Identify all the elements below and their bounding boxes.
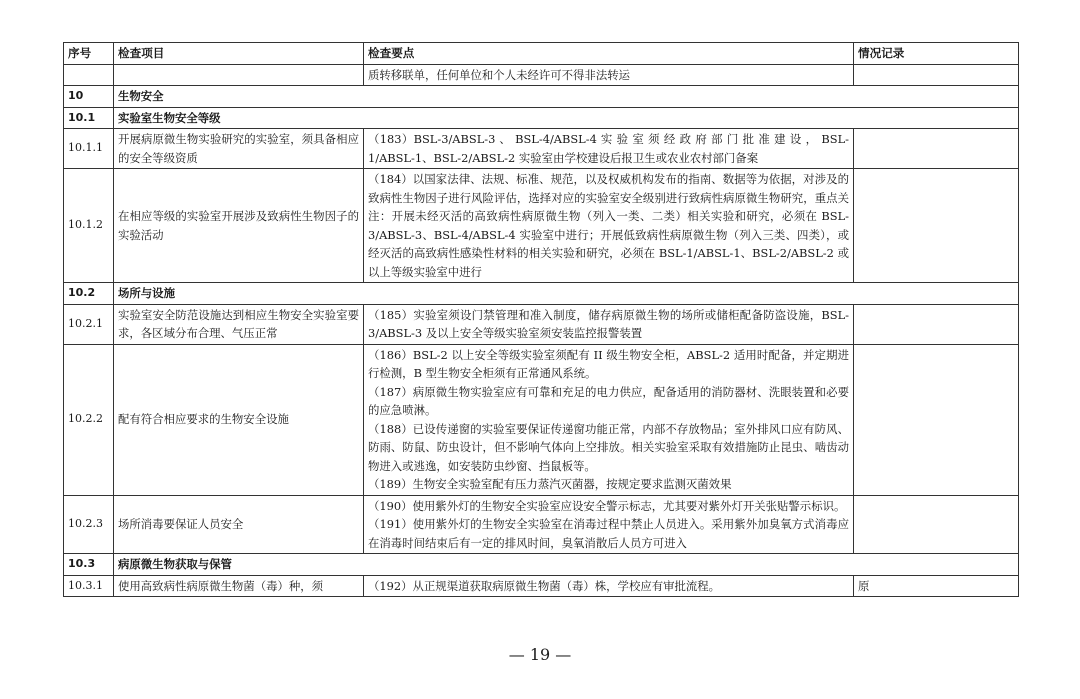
cell-points: （192）从正规渠道获取病原微生物菌（毒）株，学校应有审批流程。 (364, 575, 854, 597)
table-row-10-3-1 (64, 575, 1019, 597)
section-number: 10.2 (64, 283, 114, 305)
cell-item: 场所消毒要保证人员安全 (114, 495, 364, 554)
cell-no (64, 64, 114, 86)
cell-item: 在相应等级的实验室开展涉及致病性生物因子的实验活动 (114, 169, 364, 283)
cell-record (854, 169, 1019, 283)
table-row-10-2-3 (64, 495, 1019, 554)
section-number: 10 (64, 86, 114, 108)
cell-record (854, 64, 1019, 86)
section-number: 10.1 (64, 107, 114, 129)
cell-item: 开展病原微生物实验研究的实验室，须具备相应的安全等级资质 (114, 129, 364, 169)
section-row-10-1 (64, 107, 1019, 129)
header-record: 情况记录 (854, 43, 1019, 65)
cell-record: 原 (854, 575, 1019, 597)
cell-no: 10.2.1 (64, 304, 114, 344)
cell-points: 质转移联单，任何单位和个人未经许可不得非法转运 (364, 64, 854, 86)
header-no: 序号 (64, 43, 114, 65)
section-title: 生物安全 (114, 86, 1019, 108)
section-number: 10.3 (64, 554, 114, 576)
cell-no: 10.1.2 (64, 169, 114, 283)
section-title: 病原微生物获取与保管 (114, 554, 1019, 576)
header-item: 检查项目 (114, 43, 364, 65)
cell-record (854, 495, 1019, 554)
cell-points: （183）BSL-3/ABSL-3 、 BSL-4/ABSL-4 实 验 室 须 经 政 府 部 门 批 准 建 设 ， BSL-1/ABSL-1、BSL-2/ABSL-2 实验室由学校建设后报卫生或农业农村部门备案 (364, 129, 854, 169)
table-row-10-1-1 (64, 129, 1019, 169)
cell-no: 10.3.1 (64, 575, 114, 597)
section-row-10-2 (64, 283, 1019, 305)
header-points: 检查要点 (364, 43, 854, 65)
cell-item (114, 64, 364, 86)
table-row-10-2-1 (64, 304, 1019, 344)
section-row-10-3 (64, 554, 1019, 576)
table-row-10-1-2 (64, 169, 1019, 283)
cell-points: （190）使用紫外灯的生物安全实验室应设安全警示标志，尤其要对紫外灯开关张贴警示标识。 （191）使用紫外灯的生物安全实验室在消毒过程中禁止人员进入。采用紫外加臭氧方式消毒应在消毒时间结束后有一定的排风时间，臭氧消散后人员方可进入 (364, 495, 854, 554)
cell-item: 配有符合相应要求的生物安全设施 (114, 344, 364, 495)
cell-points: （184）以国家法律、法规、标准、规范，以及权威机构发布的指南、数据等为依据，对涉及的致病性生物因子进行风险评估，选择对应的实验室安全级别进行致病性病原微生物研究，重点关注：开展未经灭活的高致病性病原微生物（列入一类、二类）相关实验和研究，必须在 BSL-3/ABSL-3、BSL-4/ABSL-4 实验室中进行；开展低致病性病原微生物（列入三类、四类），或经灭活的高致病性感染性材料的相关实验和研究，必须在 BSL-1/ABSL-1、BSL-2/ABSL-2 或以上等级实验室中进行 (364, 169, 854, 283)
cell-points: （185）实验室须设门禁管理和准入制度，储存病原微生物的场所或储柜配备防盗设施，BSL-3/ABSL-3 及以上安全等级实验室须安装监控报警装置 (364, 304, 854, 344)
page-number: — 19 — (508, 645, 572, 664)
cell-record (854, 129, 1019, 169)
table-row-10-2-2 (64, 344, 1019, 495)
cell-record (854, 304, 1019, 344)
inspection-table (63, 42, 1019, 597)
table-header-row (64, 43, 1019, 65)
table-row-continuation (64, 64, 1019, 86)
section-row-10 (64, 86, 1019, 108)
section-title: 实验室生物安全等级 (114, 107, 1019, 129)
cell-no: 10.2.3 (64, 495, 114, 554)
cell-item: 使用高致病性病原微生物菌（毒）种，须 (114, 575, 364, 597)
cell-record (854, 344, 1019, 495)
section-title: 场所与设施 (114, 283, 1019, 305)
cell-points: （186）BSL-2 以上安全等级实验室须配有 II 级生物安全柜，ABSL-2 适用时配备，并定期进行检测，B 型生物安全柜须有正常通风系统。 （187）病原微生物实验室应有可靠和充足的电力供应，配备适用的消防器材、洗眼装置和必要的应急喷淋。 （188）已设传递窗的实验室要保证传递窗功能正常，内部不存放物品；室外排风口应有防风、防雨、防鼠、防虫设计，但不影响气体向上空排放。相关实验室采取有效措施防止昆虫、啮齿动物进入或逃逸，如安装防虫纱窗、挡鼠板等。 （189）生物安全实验室配有压力蒸汽灭菌器，按规定要求监测灭菌效果 (364, 344, 854, 495)
cell-no: 10.1.1 (64, 129, 114, 169)
cell-no: 10.2.2 (64, 344, 114, 495)
cell-item: 实验室安全防范设施达到相应生物安全实验室要求，各区域分布合理、气压正常 (114, 304, 364, 344)
